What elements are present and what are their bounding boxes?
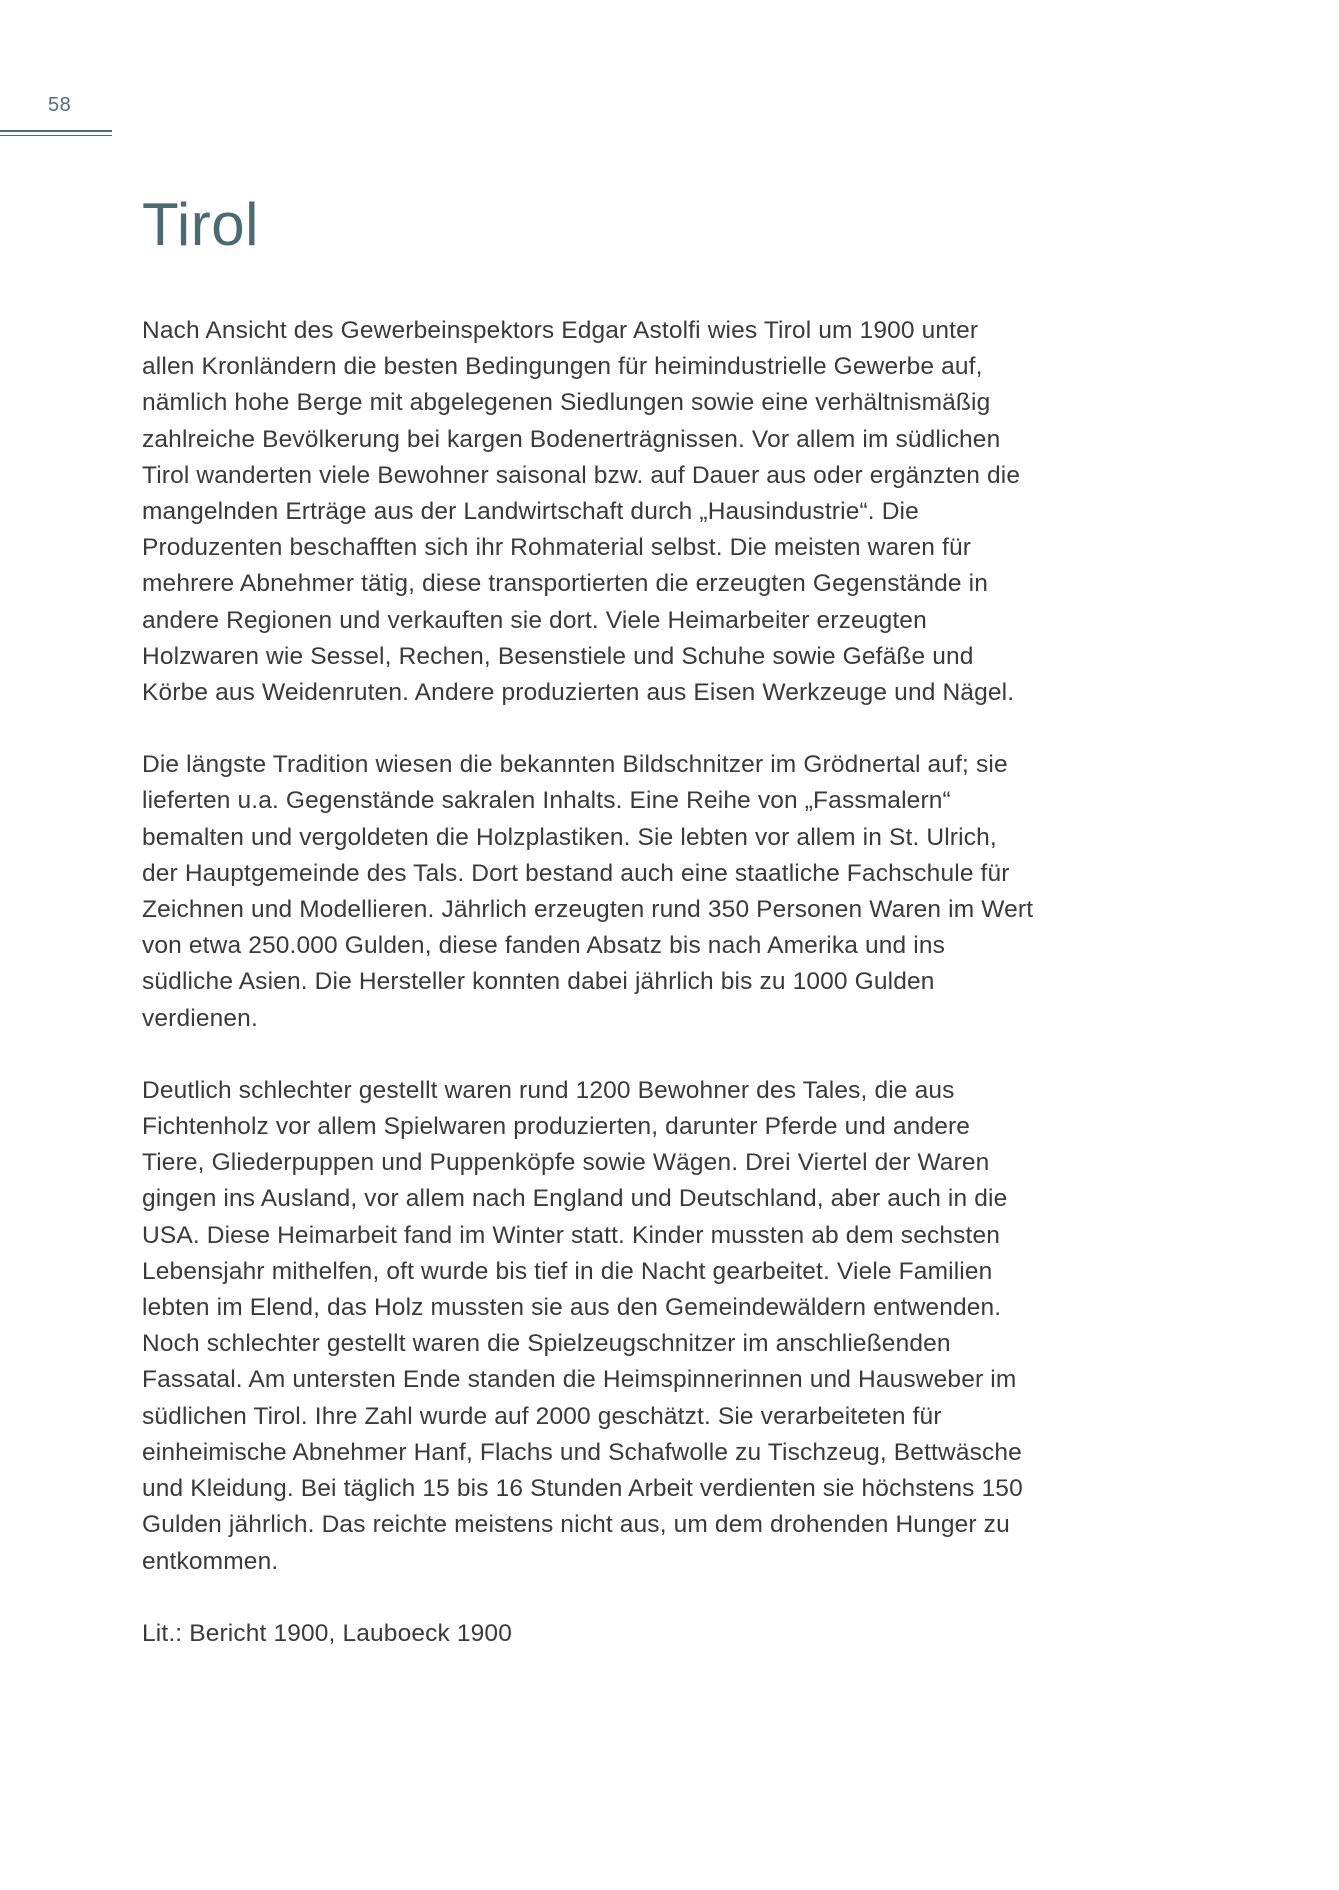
literature-reference: Lit.: Bericht 1900, Lauboeck 1900 [142, 1619, 512, 1647]
article-body [142, 313, 1037, 1688]
paragraph-3: Deutlich schlechter gestellt waren rund 1200 Bewohner des Tales, die aus Fichtenholz vor allem Spielwaren produzierten, darunter Pferde und andere Tiere, Gliederpuppen und Puppenköpfe sowie Wägen. Drei Viertel der Waren gingen ins Ausland, vor allem nach England und Deutschland, aber auch in die USA. Diese Heimarbeit fand im Winter statt. Kinder mussten ab dem sechsten Lebensjahr mithelfen, oft wurde bis tief in die Nacht gearbeitet. Viele Familien lebten im Elend, das Holz mussten sie aus den Gemeindewäldern entwenden. Noch schlechter gestellt waren die Spielzeugschnitzer im anschließenden Fassatal. Am untersten Ende standen die Heimspinnerinnen und Hausweber im südlichen Tirol. Ihre Zahl wurde auf 2000 geschätzt. Sie verarbeiteten für einheimische Abnehmer Hanf, Flachs und Schafwolle zu Tischzeug, Bettwäsche und Kleidung. Bei täglich 15 bis 16 Stunden Arbeit verdienten sie höchstens 150 Gulden jährlich. Das reichte meistens nicht aus, um dem drohenden Hunger zu entkommen. [142, 1076, 1023, 1575]
header-rule [0, 130, 112, 132]
paragraph-2: Die längste Tradition wiesen die bekannten Bildschnitzer im Grödnertal auf; sie lieferten u.a. Gegenstände sakralen Inhalts. Eine Reihe von „Fassmalern“ bemalten und vergoldeten die Holzplastiken. Sie lebten vor allem in St. Ulrich, der Hauptgemeinde des Tals. Dort bestand auch eine staatliche Fachschule für Zeichnen und Modellieren. Jährlich erzeugten rund 350 Personen Waren im Wert von etwa 250.000 Gulden, diese fanden Absatz bis nach Amerika und ins südliche Asien. Die Hersteller konnten dabei jährlich bis zu 1000 Gulden verdienen. [142, 751, 1034, 1032]
header-rule-thin [0, 135, 112, 136]
paragraph-1: Nach Ansicht des Gewerbeinspektors Edgar Astolfi wies Tirol um 1900 unter allen Kronländern die besten Bedingungen für heimindustrielle Gewerbe auf, nämlich hohe Berge mit abgelegenen Siedlungen sowie eine verhältnismäßig zahlreiche Bevölkerung bei kargen Bodenerträgnissen. Vor allem im südlichen Tirol wanderten viele Bewohner saisonal bzw. auf Dauer aus oder ergänzten die mangelnden Erträge aus der Landwirtschaft durch „Hausindustrie“. Die Produzenten beschafften sich ihr Rohmaterial selbst. Die meisten waren für mehrere Abnehmer tätig, diese transportierten die erzeugten Gegenstände in andere Regionen und verkauften sie dort. Viele Heimarbeiter erzeugten Holzwaren wie Sessel, Rechen, Besenstiele und Schuhe sowie Gefäße und Körbe aus Weidenruten. Andere produzierten aus Eisen Werkzeuge und Nägel. [142, 317, 1021, 707]
page-title: Tirol [142, 191, 259, 258]
page-number: 58 [48, 94, 72, 116]
